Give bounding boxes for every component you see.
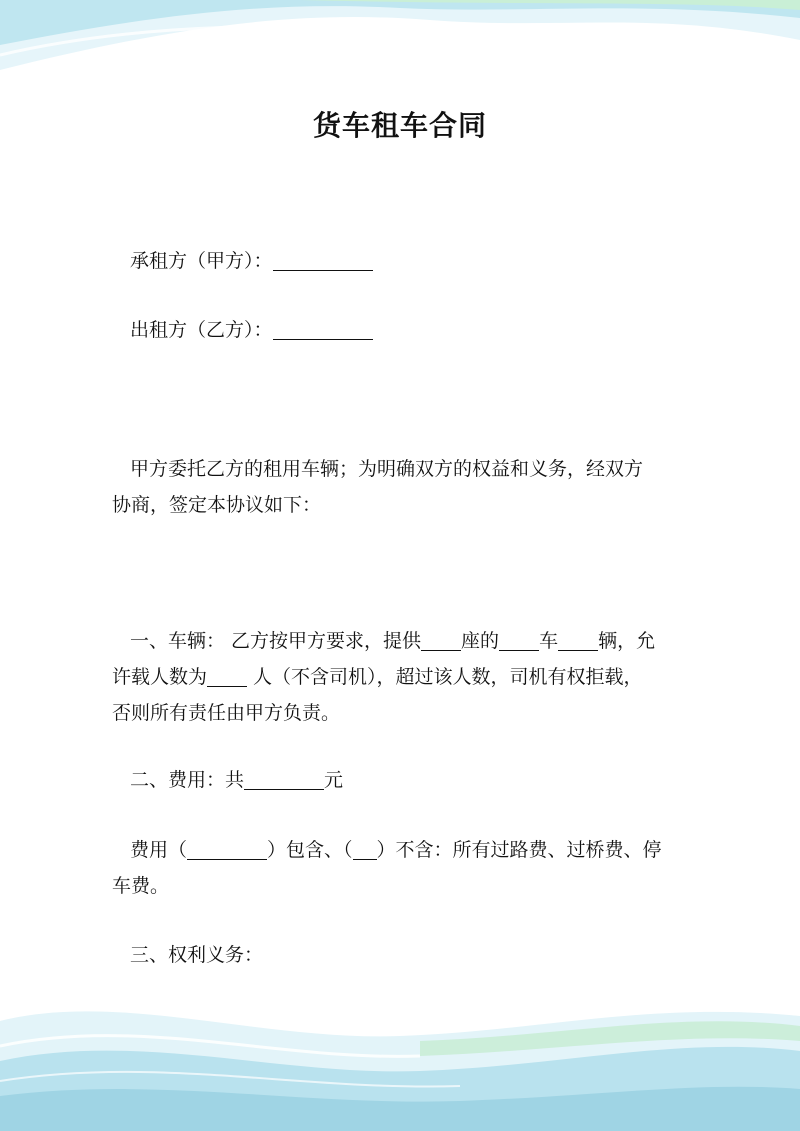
fee-text-a: 费用（: [130, 839, 188, 861]
party-b-line: [130, 312, 720, 348]
party-b-label: 出租方（乙方）：: [130, 319, 273, 341]
vehicle-count-blank: [558, 628, 598, 651]
intro-line-2: 协商，签定本协议如下：: [112, 494, 322, 516]
s1-text-c: 车: [539, 630, 559, 652]
passenger-limit-blank: [207, 664, 247, 687]
party-b-blank: [273, 317, 373, 340]
party-a-blank: [273, 248, 373, 271]
fee-text-b: ）包含、（: [267, 839, 353, 861]
s2-text-a: 二、费用：共: [130, 769, 245, 791]
s2-text-b: 元: [324, 769, 344, 791]
intro-line-1: 甲方委托乙方的租用车辆；为明确双方的权益和义务，经双方: [130, 458, 644, 480]
party-a-label: 承租方（甲方）：: [130, 250, 273, 272]
party-a-line: [130, 243, 720, 279]
seats-blank: [421, 628, 461, 651]
fee-line-2: 车费。: [112, 875, 170, 897]
fee-exclude-blank: [353, 837, 377, 860]
fee-text-c: ）不含：所有过路费、过桥费、停: [376, 839, 662, 861]
section-1-line-3: 否则所有责任由甲方负责。: [112, 702, 341, 724]
fee-line-1: [130, 832, 720, 868]
s1-text-d: 辆，允: [598, 630, 656, 652]
section-2-line: [130, 762, 720, 798]
s1-text-f: 人（不含司机），超过该人数，司机有权拒载，: [247, 666, 643, 688]
s1-text-e: 许载人数为: [112, 666, 208, 688]
s1-text-a: 一、车辆： 乙方按甲方要求，提供: [130, 630, 422, 652]
fee-include-blank: [187, 837, 267, 860]
section-3-heading: 三、权利义务：: [130, 944, 264, 966]
document-title: 货车租车合同: [312, 109, 487, 142]
vehicle-type-blank: [499, 628, 539, 651]
total-fee-blank: [244, 767, 324, 790]
s1-text-b: 座的: [461, 630, 500, 652]
section-1-line-2: [112, 659, 702, 695]
section-1-line-1: [130, 623, 720, 659]
